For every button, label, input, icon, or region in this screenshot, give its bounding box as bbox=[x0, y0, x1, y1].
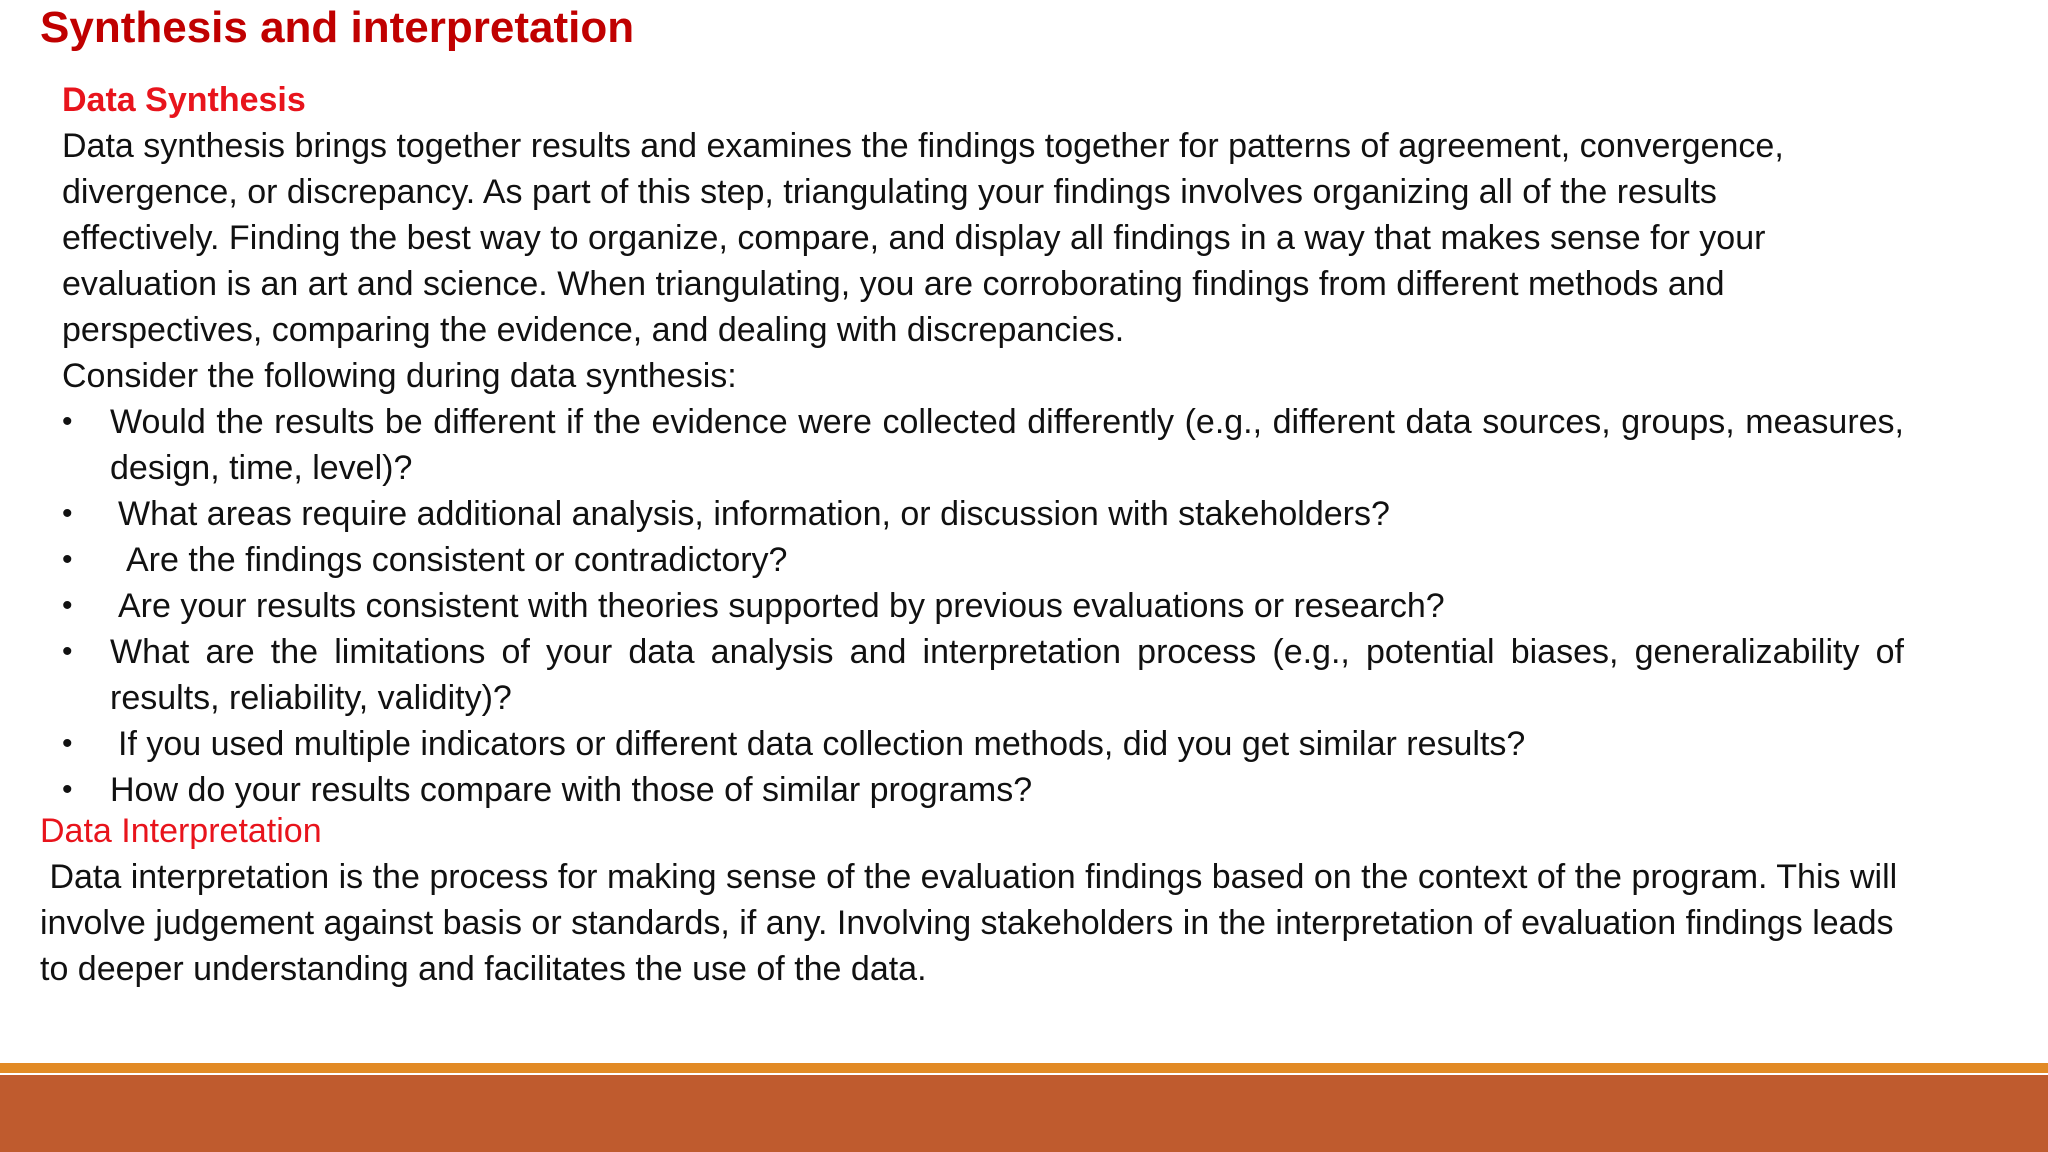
data-synthesis-paragraph bbox=[62, 123, 1872, 399]
list-item bbox=[62, 767, 1872, 813]
paragraph-line: effectively. Finding the best way to organize, compare, and display all findings in a way that makes sense for your bbox=[62, 219, 1766, 257]
bullet-icon: • bbox=[62, 727, 73, 760]
footer-bar bbox=[0, 1075, 2048, 1152]
data-interpretation-heading: Data Interpretation bbox=[40, 812, 322, 850]
paragraph-line: evaluation is an art and science. When triangulating, you are corroborating findings from different methods and bbox=[62, 265, 1725, 303]
list-item bbox=[62, 721, 1872, 767]
bullet-icon: • bbox=[62, 405, 73, 438]
footer-accent-line bbox=[0, 1063, 2048, 1073]
list-item bbox=[62, 583, 1872, 629]
list-item-text: Are the findings consistent or contradictory? bbox=[126, 541, 788, 579]
paragraph-line: divergence, or discrepancy. As part of this step, triangulating your findings involves organizing all of the results bbox=[62, 173, 1717, 211]
data-interpretation-paragraph bbox=[40, 854, 2000, 992]
data-synthesis-section bbox=[62, 77, 1904, 813]
data-interpretation-section bbox=[40, 808, 2000, 992]
paragraph-line: involve judgement against basis or standards, if any. Involving stakeholders in the interpretation of evaluation findings leads bbox=[40, 904, 1894, 942]
list-item bbox=[62, 537, 1872, 583]
paragraph-line: Data synthesis brings together results and examines the findings together for patterns of agreement, convergence, bbox=[62, 127, 1784, 165]
bullet-icon: • bbox=[62, 589, 73, 622]
paragraph-line: perspectives, comparing the evidence, and dealing with discrepancies. bbox=[62, 311, 1125, 349]
list-item bbox=[62, 399, 1904, 491]
bullet-icon: • bbox=[62, 773, 73, 806]
list-item-text: Are your results consistent with theories supported by previous evaluations or research? bbox=[118, 587, 1445, 625]
paragraph-line: to deeper understanding and facilitates the use of the data. bbox=[40, 950, 927, 988]
consider-intro: Consider the following during data synthesis: bbox=[62, 357, 737, 395]
list-item bbox=[62, 491, 1872, 537]
bullet-icon: • bbox=[62, 635, 73, 668]
list-item-text: How do your results compare with those of similar programs? bbox=[110, 771, 1033, 809]
data-synthesis-heading: Data Synthesis bbox=[62, 81, 306, 119]
list-item-text: What areas require additional analysis, information, or discussion with stakeholders? bbox=[118, 495, 1390, 533]
list-item bbox=[62, 629, 1904, 721]
slide-title: Synthesis and interpretation bbox=[40, 3, 635, 52]
consider-list bbox=[62, 399, 1904, 813]
bullet-icon: • bbox=[62, 497, 73, 530]
list-item-text: What are the limitations of your data analysis and interpretation process (e.g., potential biases, generalizability of results, reliability, validity)? bbox=[110, 633, 1904, 717]
list-item-text: Would the results be different if the evidence were collected differently (e.g., different data sources, groups, measures, design, time, level)? bbox=[110, 403, 1904, 487]
paragraph-line: Data interpretation is the process for making sense of the evaluation findings based on the context of the program. This will bbox=[40, 858, 1898, 896]
list-item-text: If you used multiple indicators or different data collection methods, did you get similar results? bbox=[118, 725, 1526, 763]
bullet-icon: • bbox=[62, 543, 73, 576]
